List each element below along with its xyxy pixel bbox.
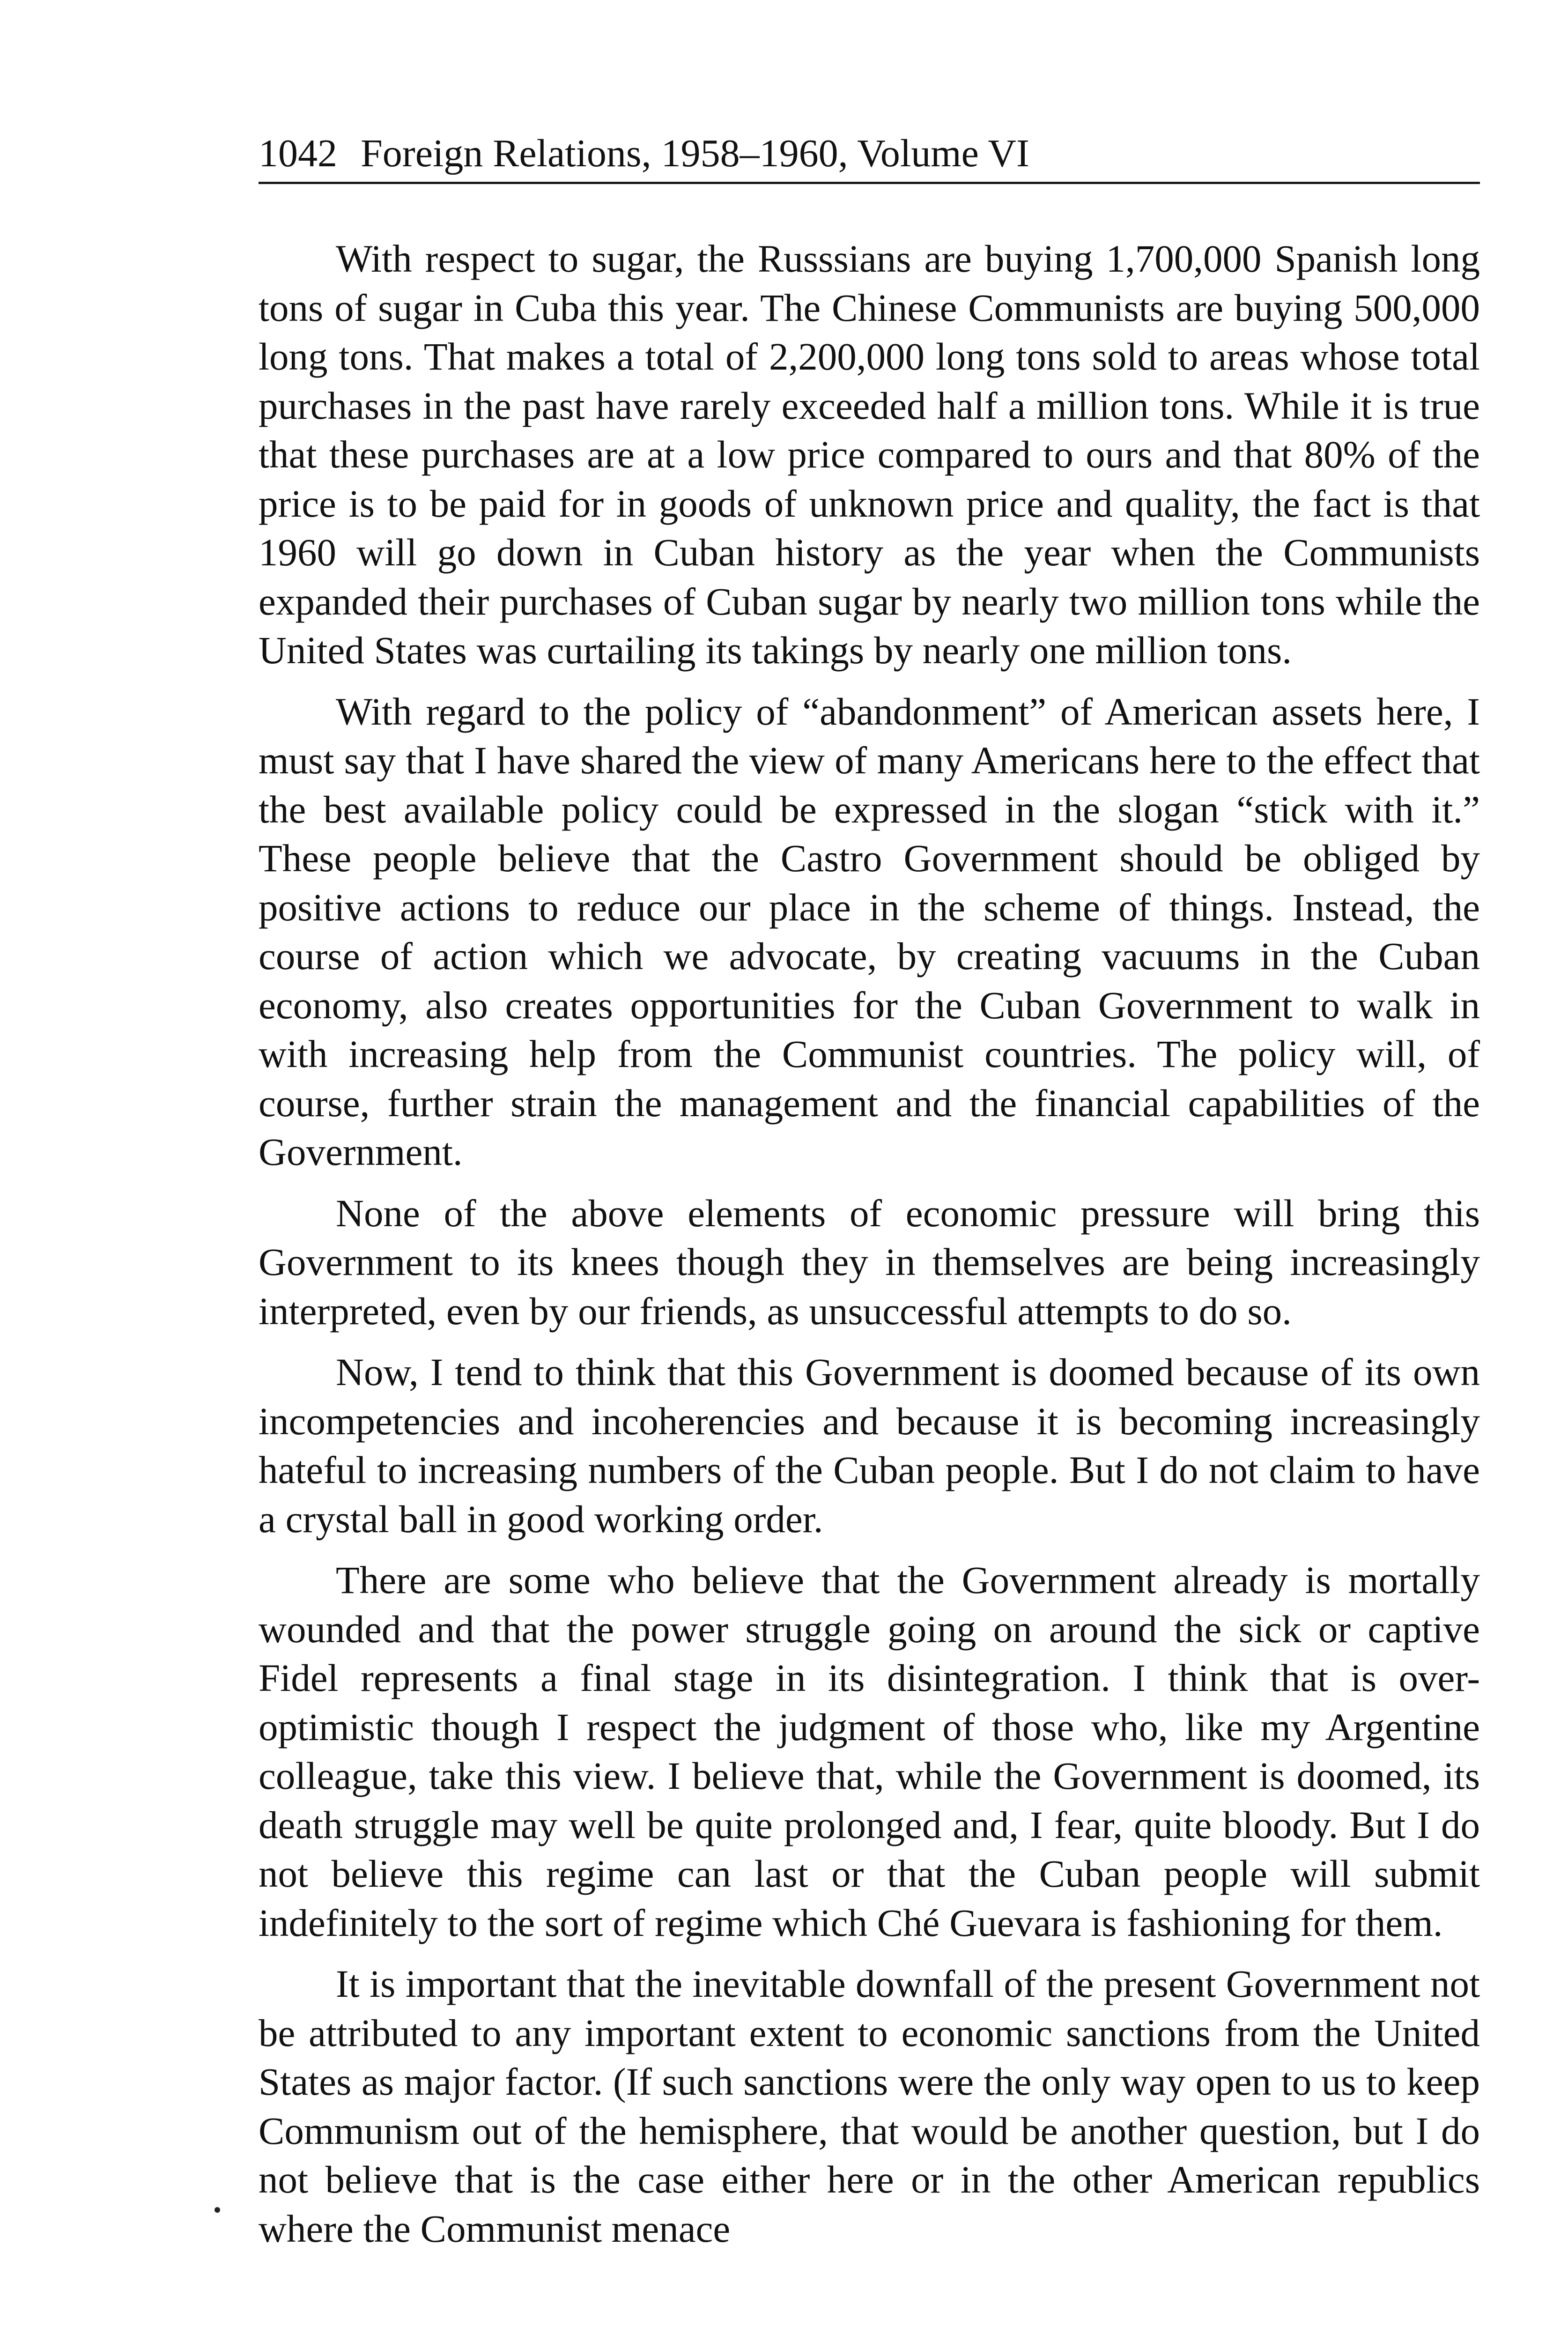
paragraph-government-doomed: Now, I tend to think that this Government is doomed because of its own incompetencies and incoherencies and because it is becoming increasingly hateful to increasing numbers of the Cuban people. But I do not claim to have a crystal ball in good working order.	[259, 1350, 1480, 1541]
running-header	[259, 126, 1480, 184]
paragraph-economic-pressure: None of the above elements of economic pressure will bring this Government to its knees though they in themselves are being increasingly interpreted, even by our friends, as unsuccessful attempts to do so.	[259, 1191, 1480, 1333]
body-text	[259, 234, 1480, 2265]
paragraph-abandonment-policy: With regard to the policy of “abandonment” of American assets here, I must say that I have shared the view of many Americans here to the effect that the best available policy could be expressed in the slogan “stick with it.” These people believe that the Castro Government should be obliged by positive actions to reduce our place in the scheme of things. Instead, the course of action which we advocate, by creating vacuums in the Cuban economy, also creates opportunities for the Cuban Government to walk in with increasing help from the Communist countries. The policy will, of course, further strain the management and the financial capabilities of the Government.	[259, 689, 1480, 1173]
paragraph-economic-sanctions: It is important that the inevitable downfall of the present Government not be attributed to any important extent to economic sanctions from the United States as major factor. (If such sanctions were the only way open to us to keep Communism out of the hemisphere, that would be another question, but I do not believe that is the case either here or in the other American republics where the Communist menace	[259, 1962, 1480, 2250]
page-number: 1042	[259, 132, 337, 175]
volume-title: Foreign Relations, 1958–1960, Volume VI	[361, 132, 1029, 175]
paragraph-power-struggle: There are some who believe that the Government already is mortally wounded and that the power struggle going on around the sick or captive Fidel represents a final stage in its disintegration. I think that is over-optimistic though I respect the judgment of those who, like my Argentine colleague, take this view. I believe that, while the Government is doomed, its death struggle may well be quite prolonged and, I fear, quite bloody. But I do not believe this regime can last or that the Cuban people will submit indefinitely to the sort of regime which Ché Guevara is fashioning for them.	[259, 1558, 1480, 1944]
paragraph-sugar-purchases: With respect to sugar, the Russsians are buying 1,700,000 Spanish long tons of sugar in Cuba this year. The Chinese Communists are buying 500,000 long tons. That makes a total of 2,200,000 long tons sold to areas whose total purchases in the past have rarely exceeded half a million tons. While it is true that these purchases are at a low price compared to ours and that 80% of the price is to be paid for in goods of unknown price and quality, the fact is that 1960 will go down in Cuban history as the year when the Communists expanded their purchases of Cuban sugar by nearly two million tons while the United States was curtailing its takings by nearly one million tons.	[259, 237, 1480, 672]
margin-dot-mark	[214, 2207, 220, 2213]
